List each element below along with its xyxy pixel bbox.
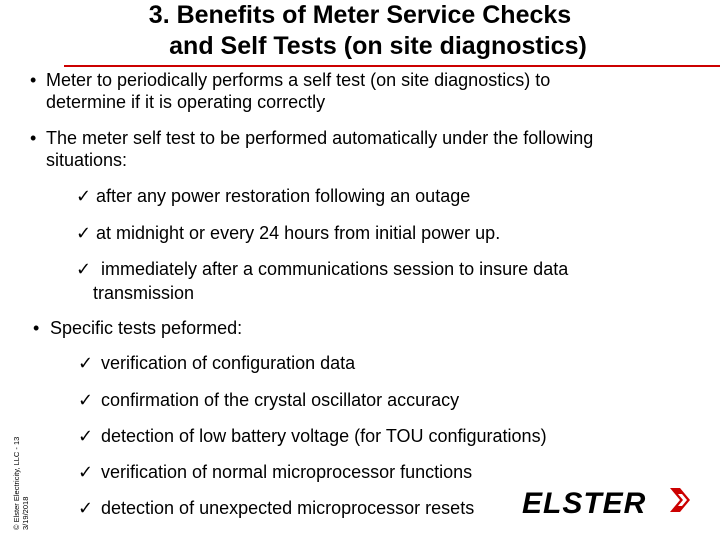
date-text: 3/19/2018 bbox=[21, 496, 30, 530]
check-icon: ✓ bbox=[78, 462, 94, 482]
check-icon: ✓ bbox=[78, 390, 94, 410]
bullet-dot: • bbox=[30, 128, 37, 148]
check-icon: ✓ bbox=[78, 498, 94, 518]
slide-title-line-1: 3. Benefits of Meter Service Checks bbox=[148, 1, 572, 29]
logo-mark-icon bbox=[670, 488, 690, 512]
test-item: detection of unexpected microprocessor resets bbox=[101, 498, 475, 518]
situation-item: at midnight or every 24 hours from initial power up. bbox=[96, 223, 501, 243]
test-item: confirmation of the crystal oscillator accuracy bbox=[101, 390, 460, 410]
situation-item: after any power restoration following an outage bbox=[96, 186, 471, 206]
check-icon: ✓ bbox=[76, 223, 92, 243]
bullet-1-line-2: determine if it is operating correctly bbox=[46, 92, 326, 112]
bullet-dot: • bbox=[30, 70, 37, 90]
logo-text: ELSTER bbox=[522, 487, 647, 520]
title-underline bbox=[64, 65, 720, 67]
bullet-1-line-1: Meter to periodically performs a self test (on site diagnostics) to bbox=[46, 70, 551, 90]
bullet-3-line-1: Specific tests peformed: bbox=[50, 318, 243, 338]
situation-item: immediately after a communications session to insure data bbox=[101, 259, 569, 279]
bullet-2-line-1: The meter self test to be performed automatically under the following bbox=[46, 128, 594, 148]
test-item: detection of low battery voltage (for TOU configurations) bbox=[101, 426, 547, 446]
test-item: verification of normal microprocessor functions bbox=[101, 462, 473, 482]
check-icon: ✓ bbox=[76, 259, 92, 279]
test-item: verification of configuration data bbox=[101, 353, 356, 373]
copyright-text: © Elster Electricity, LLC - 13 bbox=[12, 436, 21, 530]
slide-title-line-2: and Self Tests (on site diagnostics) bbox=[169, 32, 587, 60]
side-footer bbox=[0, 420, 30, 530]
check-icon: ✓ bbox=[76, 186, 92, 206]
check-icon: ✓ bbox=[78, 426, 94, 446]
elster-logo bbox=[520, 482, 695, 522]
bullet-2-line-2: situations: bbox=[46, 150, 128, 170]
situation-item-continued: transmission bbox=[93, 283, 195, 303]
bullet-dot: • bbox=[33, 318, 40, 338]
check-icon: ✓ bbox=[78, 353, 94, 373]
